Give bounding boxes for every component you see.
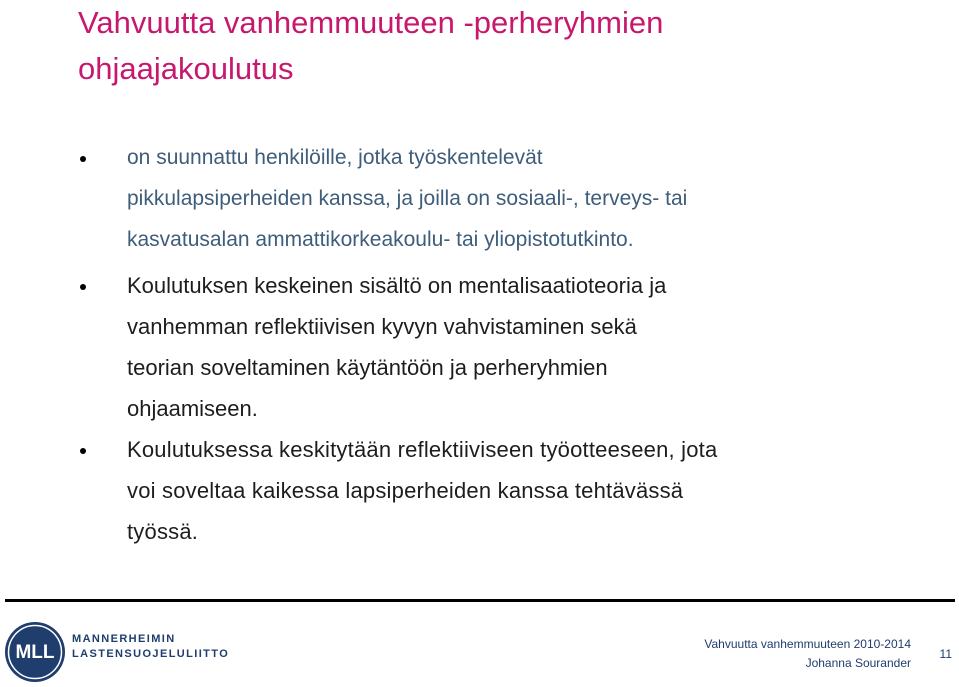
bullet-line: työssä. [127, 519, 199, 544]
mll-logo-name-line: LASTENSUOJELULIITTO [72, 648, 230, 660]
bullet-line: vanhemman reflektiivisen kyvyn vahvistaminen sekä [127, 314, 637, 339]
footer-project: Vahvuutta vanhemmuuteen 2010-2014 [704, 637, 911, 651]
mll-logo [4, 621, 230, 683]
footer-info [704, 635, 911, 673]
bullet-line: ohjaamiseen. [127, 396, 258, 421]
bullet-dot-icon [80, 284, 86, 290]
bullet-line: voi soveltaa kaikessa lapsiperheiden kanssa tehtävässä [127, 478, 684, 503]
bullet-text [127, 137, 927, 260]
bullet-line: Koulutuksen keskeinen sisältö on mentalisaatioteoria ja [127, 273, 667, 298]
bullet-line: Koulutuksessa keskitytään reflektiiviseen työotteeseen, jota [127, 437, 718, 462]
page-number: 11 [939, 647, 952, 661]
mll-logo-name-line: MANNERHEIMIN [72, 633, 176, 645]
bullet-dot-icon [80, 156, 86, 162]
footer-divider [5, 599, 955, 602]
bullet-text [127, 429, 927, 552]
mll-logo-badge-text: MLL [15, 642, 55, 663]
mll-logo-badge [4, 621, 66, 683]
mll-logo-name [72, 632, 229, 662]
bullet-line: pikkulapsiperheiden kanssa, ja joilla on sosiaali-, terveys- tai [127, 187, 688, 210]
bullet-dot-icon [80, 448, 86, 454]
bullet-line: on suunnattu henkilöille, jotka työskentelevät [127, 146, 543, 169]
bullet-line: kasvatusalan ammattikorkeakoulu- tai yliopistotutkinto. [127, 228, 634, 251]
slide-title-line: Vahvuutta vanhemmuuteen -perheryhmien [78, 5, 664, 40]
bullet-text [127, 265, 927, 429]
footer-author: Johanna Sourander [805, 656, 911, 670]
slide-title-line: ohjaajakoulutus [78, 51, 294, 86]
bullet-line: teorian soveltaminen käytäntöön ja perheryhmien [127, 355, 608, 380]
